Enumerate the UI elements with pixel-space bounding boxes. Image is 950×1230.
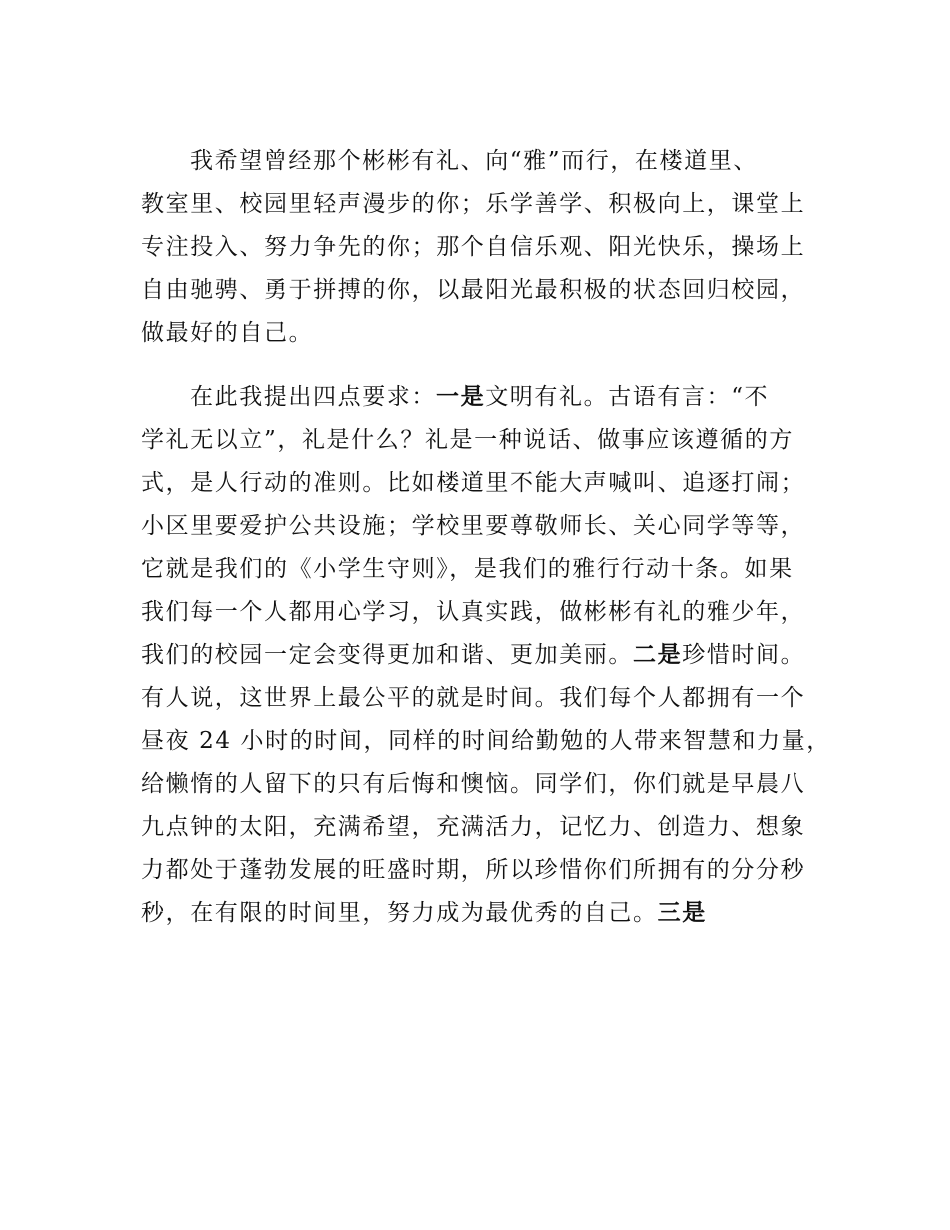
paragraph-line: 有人说，这世界上最公平的就是时间。我们每个人都拥有一个 bbox=[141, 685, 806, 711]
line-text: 文明有礼。古语有言：“不 bbox=[485, 384, 770, 410]
paragraph-line bbox=[141, 892, 831, 935]
paragraph-line: 做最好的自己。 bbox=[141, 320, 314, 346]
paragraph-line: 昼夜 24 小时的时间，同样的时间给勤勉的人带来智慧和力量， bbox=[141, 728, 831, 754]
bold-keyword: 二是 bbox=[633, 642, 683, 668]
paragraph-line: 九点钟的太阳，充满希望，充满活力，记忆力、创造力、想象 bbox=[141, 814, 806, 840]
paragraph-line: 给懒惰的人留下的只有后悔和懊恼。同学们，你们就是早晨八 bbox=[141, 771, 806, 797]
paragraph-line bbox=[141, 634, 831, 677]
line-text: 我们的校园一定会变得更加和谐、更加美丽。 bbox=[141, 642, 633, 668]
paragraph-line: 它就是我们的《小学生守则》，是我们的雅行行动十条。如果 bbox=[141, 556, 794, 582]
paragraph-line: 小区里要爱护公共设施；学校里要尊敬师长、关心同学等等， bbox=[141, 513, 806, 539]
paragraph-line: 我们每一个人都用心学习，认真实践，做彬彬有礼的雅少年， bbox=[141, 599, 806, 625]
paragraph-line: 教室里、校园里轻声漫步的你；乐学善学、积极向上，课堂上 bbox=[141, 191, 806, 217]
paragraph-1 bbox=[141, 140, 831, 355]
line-text: 在此我提出四点要求： bbox=[190, 384, 436, 410]
paragraph-line: 专注投入、努力争先的你；那个自信乐观、阳光快乐，操场上 bbox=[141, 234, 806, 260]
bold-keyword: 三是 bbox=[657, 900, 707, 926]
bold-keyword: 一是 bbox=[436, 384, 486, 410]
paragraph-line: 学礼无以立”，礼是什么？礼是一种说话、做事应该遵循的方 bbox=[141, 427, 794, 453]
paragraph-2 bbox=[141, 376, 831, 935]
paragraph-line: 我希望曾经那个彬彬有礼、向“雅”而行，在楼道里、 bbox=[190, 148, 758, 174]
line-text: 秒，在有限的时间里，努力成为最优秀的自己。 bbox=[141, 900, 658, 926]
paragraph-line: 力都处于蓬勃发展的旺盛时期，所以珍惜你们所拥有的分分秒 bbox=[141, 857, 806, 883]
paragraph-line: 自由驰骋、勇于拼搏的你，以最阳光最积极的状态回归校园， bbox=[141, 277, 806, 303]
paragraph-line: 式，是人行动的准则。比如楼道里不能大声喊叫、追逐打闹； bbox=[141, 470, 806, 496]
paragraph-line bbox=[141, 376, 831, 419]
line-text: 珍惜时间。 bbox=[682, 642, 806, 668]
